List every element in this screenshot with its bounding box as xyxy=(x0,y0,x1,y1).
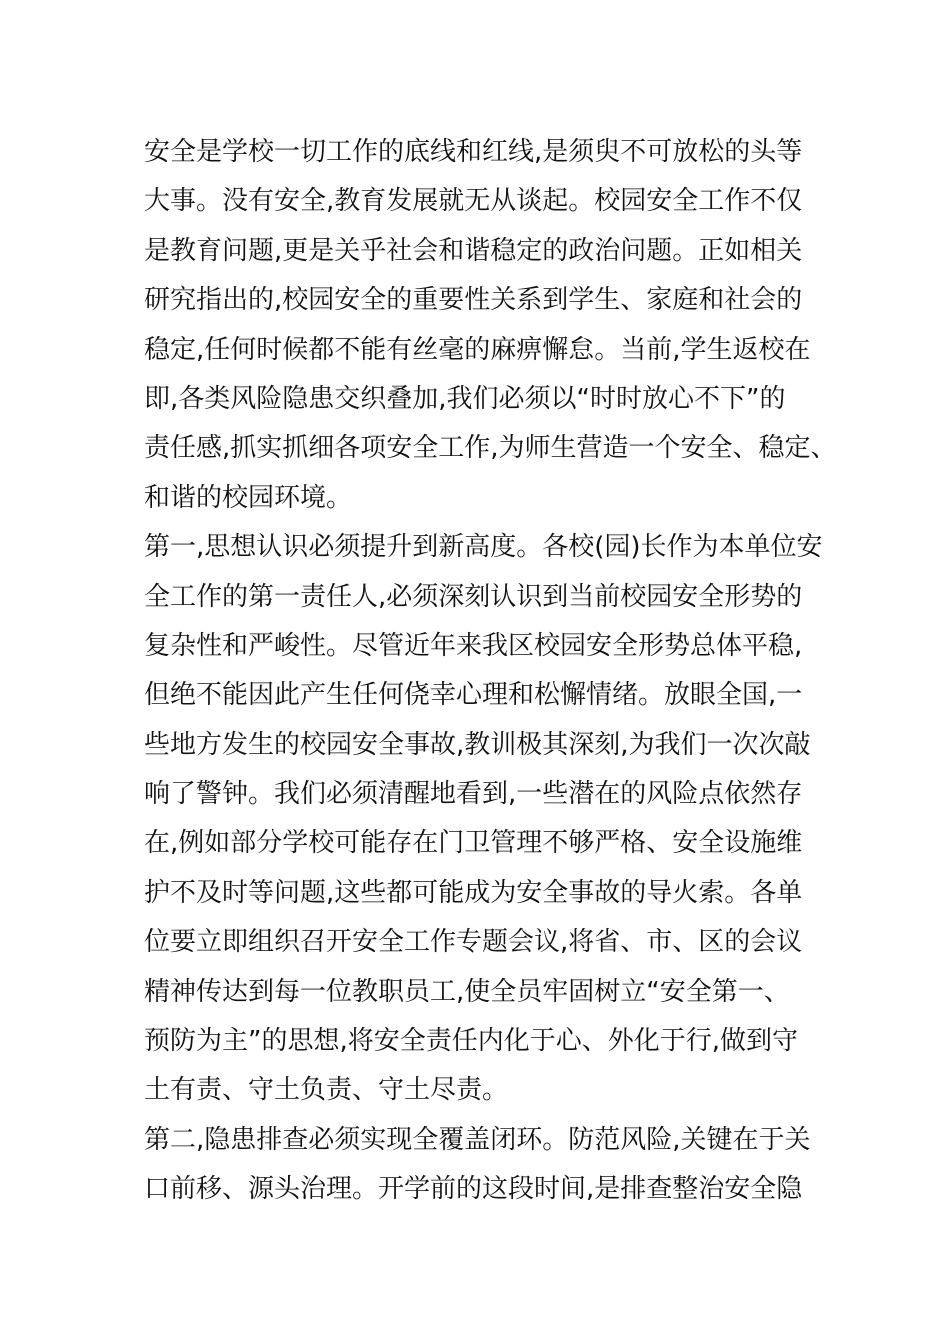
text-line: 和谐的校园环境。 xyxy=(144,482,353,513)
text-line: 但绝不能因此产生任何侥幸心理和松懈情绪。放眼全国,一 xyxy=(144,680,803,711)
text-line: 复杂性和严峻性。尽管近年来我区校园安全形势总体平稳, xyxy=(144,630,803,661)
text-line: 研究指出的,校园安全的重要性关系到学生、家庭和社会的 xyxy=(144,285,803,316)
text-line: 位要立即组织召开安全工作专题会议,将省、市、区的会议 xyxy=(144,927,803,958)
text-line: 预防为主”的思想,将安全责任内化于心、外化于行,做到守 xyxy=(144,1026,798,1057)
text-line: 护不及时等问题,这些都可能成为安全事故的导火索。各单 xyxy=(144,877,803,908)
text-line: 口前移、源头治理。开学前的这段时间,是排查整治安全隐 xyxy=(144,1174,803,1205)
text-line: 即,各类风险隐患交织叠加,我们必须以“时时放心不下”的 xyxy=(144,383,786,414)
text-line: 土有责、守土负责、守土尽责。 xyxy=(144,1075,509,1106)
text-line: 在,例如部分学校可能存在门卫管理不够严格、安全设施维 xyxy=(144,828,803,859)
text-line: 是教育问题,更是关乎社会和谐稳定的政治问题。正如相关 xyxy=(144,235,803,266)
text-line: 责任感,抓实抓细各项安全工作,为师生营造一个安全、稳定、 xyxy=(144,433,837,464)
document-body xyxy=(144,128,837,1215)
text-line: 精神传达到每一位教职员工,使全员牢固树立“安全第一、 xyxy=(144,976,790,1007)
text-line: 稳定,任何时候都不能有丝毫的麻痹懈怠。当前,学生返校在 xyxy=(144,334,811,365)
text-line: 安全是学校一切工作的底线和红线,是须臾不可放松的头等 xyxy=(144,137,803,167)
text-line: 大事。没有安全,教育发展就无从谈起。校园安全工作不仅 xyxy=(144,186,803,217)
text-line: 响了警钟。我们必须清醒地看到,一些潜在的风险点依然存 xyxy=(144,779,803,810)
text-line: 第二,隐患排查必须实现全覆盖闭环。防范风险,关键在于关 xyxy=(144,1124,811,1155)
text-line: 全工作的第一责任人,必须深刻认识到当前校园安全形势的 xyxy=(144,581,803,612)
text-line: 第一,思想认识必须提升到新高度。各校(园)长作为本单位安 xyxy=(144,532,823,563)
text-line: 些地方发生的校园安全事故,教训极其深刻,为我们一次次敲 xyxy=(144,729,811,760)
